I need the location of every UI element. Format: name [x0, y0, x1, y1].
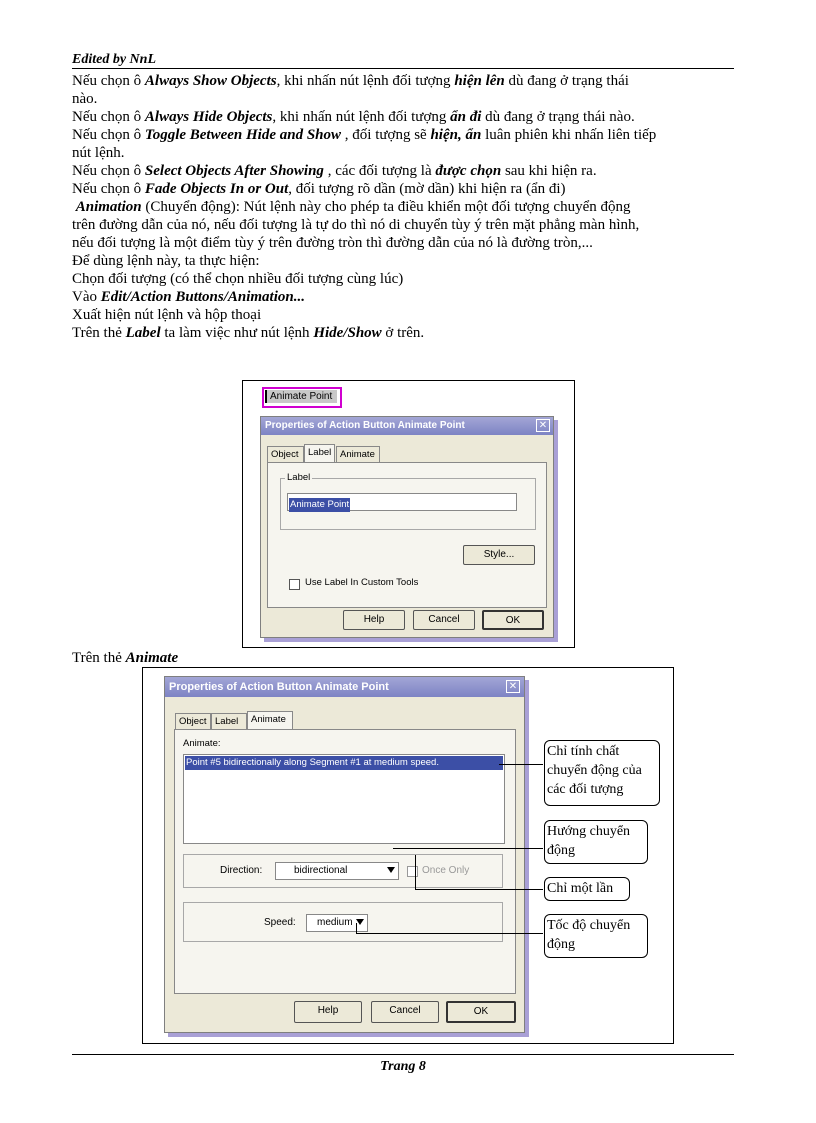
label-group-title: Label: [287, 472, 311, 483]
callout-text: các đối tượng: [547, 782, 624, 797]
callout-direction: [544, 820, 648, 864]
ok-button[interactable]: OK: [446, 1001, 516, 1023]
tab-label[interactable]: Label: [304, 444, 335, 462]
close-icon[interactable]: ✕: [536, 419, 550, 432]
speed-label: Speed:: [264, 917, 296, 928]
ok-button[interactable]: OK: [482, 610, 544, 630]
label-input[interactable]: [287, 493, 517, 511]
text-line: nếu đối tượng là một điểm tùy ý trên đường tròn thì đường dẫn của nó là đường tròn,...: [72, 235, 593, 251]
text-line: Xuất hiện nút lệnh và hộp thoại: [72, 307, 262, 323]
callout-text: chuyển động của: [547, 763, 642, 778]
callout-connector: [499, 764, 543, 765]
properties-dialog-animate: [164, 676, 525, 1033]
text-line: nút lệnh.: [72, 145, 125, 161]
editor-credit: Edited by NnL: [72, 52, 156, 67]
text-line: Vào Edit/Action Buttons/Animation...: [72, 289, 305, 305]
text-line: Nếu chọn ô Toggle Between Hide and Show , đối tượng sẽ hiện, ẩn luân phiên khi nhấn liên tiếp: [72, 127, 657, 143]
chevron-down-icon: [387, 867, 395, 873]
speed-group: [183, 902, 503, 942]
properties-dialog-label: [260, 416, 554, 638]
callout-connector: [356, 923, 357, 933]
page-header: [72, 52, 734, 69]
speed-value: medium: [317, 917, 353, 928]
text-line: nào.: [72, 91, 98, 107]
cancel-button[interactable]: Cancel: [371, 1001, 439, 1023]
chevron-down-icon: [356, 919, 364, 925]
callout-text: Tốc độ chuyển: [547, 918, 631, 933]
animate-point-button-label: Animate Point: [265, 390, 337, 403]
callout-connector: [356, 933, 543, 934]
callout-connector: [415, 889, 543, 890]
use-label-checkbox-label: Use Label In Custom Tools: [305, 577, 419, 588]
callout-once-only: [544, 877, 630, 901]
tab-animate[interactable]: Animate: [247, 711, 293, 729]
tab-object[interactable]: Object: [175, 713, 211, 729]
callout-speed: [544, 914, 648, 958]
callout-text: Chỉ một lần: [547, 881, 614, 896]
dialog-title: Properties of Action Button Animate Point: [165, 677, 524, 697]
direction-dropdown[interactable]: [275, 862, 399, 880]
text-line: Trên thẻ Label ta làm việc như nút lệnh Hide/Show ở trên.: [72, 325, 425, 341]
body-text: [72, 72, 742, 342]
body-text-2: [72, 649, 742, 667]
tab-panel: [174, 729, 516, 994]
callout-text: động: [547, 937, 575, 952]
direction-label: Direction:: [220, 865, 263, 876]
callout-text: Chỉ tính chất: [547, 744, 620, 759]
callout-animate-list: [544, 740, 660, 806]
page-footer: [72, 1054, 734, 1074]
callout-text: Hướng chuyển: [547, 824, 631, 839]
tab-label[interactable]: Label: [211, 713, 247, 729]
use-label-checkbox[interactable]: [289, 579, 300, 590]
tab-panel: [267, 462, 547, 608]
label-tab-figure: [242, 380, 575, 648]
text-line: trên đường dẫn của nó, nếu đối tượng là tự do thì nó di chuyển tùy ý trên mặt phẳng màn hình,: [72, 217, 640, 233]
callout-text: động: [547, 843, 575, 858]
page-number: Trang 8: [380, 1059, 426, 1074]
callout-connector: [393, 848, 543, 849]
close-icon[interactable]: ✕: [506, 680, 520, 693]
animate-tab-figure: [142, 667, 674, 1044]
label-group: [280, 472, 536, 530]
direction-value: bidirectional: [294, 865, 348, 876]
text-line: Chọn đối tượng (có thể chọn nhiều đối tượng cùng lúc): [72, 271, 404, 287]
help-button[interactable]: Help: [294, 1001, 362, 1023]
text-line: Nếu chọn ô Always Show Objects, khi nhấn nút lệnh đối tượng hiện lên dù đang ở trạng thái: [72, 73, 629, 89]
tab-animate[interactable]: Animate: [336, 446, 380, 462]
dialog-title: Properties of Action Button Animate Point: [261, 417, 553, 435]
animate-point-button[interactable]: [262, 387, 342, 408]
list-item[interactable]: Point #5 bidirectionally along Segment #1 at medium speed.: [185, 756, 503, 770]
tab-object[interactable]: Object: [267, 446, 304, 462]
text-line: Nếu chọn ô Fade Objects In or Out, đối tượng rõ dần (mờ dần) khi hiện ra (ẩn đi): [72, 181, 566, 197]
cancel-button[interactable]: Cancel: [413, 610, 475, 630]
label-input-value: Animate Point: [290, 499, 350, 510]
text-line: Nếu chọn ô Select Objects After Showing , các đối tượng là được chọn sau khi hiện ra.: [72, 163, 597, 179]
speed-dropdown[interactable]: [306, 914, 368, 932]
text-line: Để dùng lệnh này, ta thực hiện:: [72, 253, 260, 269]
once-only-label: Once Only: [422, 865, 470, 876]
text-line: Trên thẻ Animate: [72, 650, 179, 666]
animate-list[interactable]: [183, 754, 505, 844]
help-button[interactable]: Help: [343, 610, 405, 630]
animate-label: Animate:: [183, 738, 221, 749]
text-line: Nếu chọn ô Always Hide Objects, khi nhấn nút lệnh đối tượng ẩn đi dù đang ở trạng thái nào.: [72, 109, 635, 125]
callout-connector: [415, 855, 416, 889]
style-button[interactable]: Style...: [463, 545, 535, 565]
direction-group: [183, 854, 503, 888]
once-only-checkbox[interactable]: [407, 866, 418, 877]
text-line: Animation (Chuyển động): Nút lệnh này cho phép ta điều khiển một đối tượng chuyển động: [75, 199, 631, 215]
